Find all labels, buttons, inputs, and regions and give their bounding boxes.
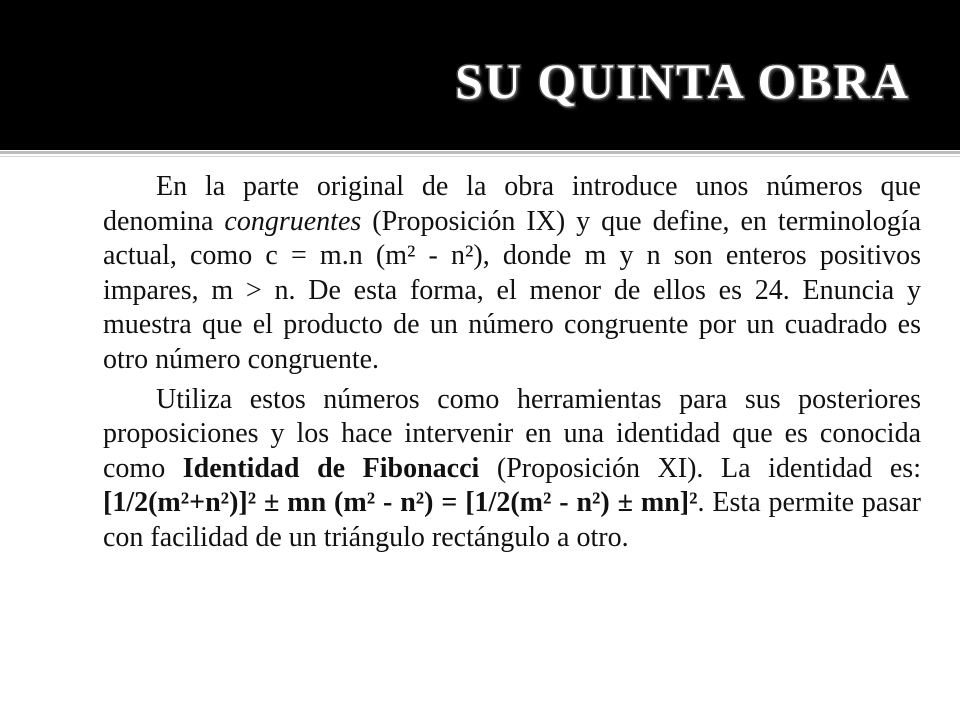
paragraph-text: (Proposición IX) y que define, en terminología actual, como c = m.n (m² - n²), donde m y n son enteros positivos impares, m > n. De esta forma, el menor de ellos es 24. Enuncia y muestra que el producto de un número congruente por un cuadrado es otro número congruente. — [103, 205, 921, 375]
paragraph-fibonacci-identity — [103, 383, 921, 556]
slide-title: SU QUINTA OBRA — [455, 53, 910, 109]
term-identidad-de-fibonacci: Identidad de Fibonacci — [182, 452, 480, 484]
paragraph-congruent-numbers — [103, 170, 921, 378]
paragraph-text: Utiliza estos números como herramientas para sus posteriores proposiciones y los hace intervenir en una identidad que es conocida como — [103, 383, 921, 484]
slide-body — [103, 170, 921, 561]
paragraph-text: . Esta permite pasar con facilidad de un triángulo rectángulo a otro. — [103, 487, 922, 553]
term-congruentes: congruentes — [224, 205, 362, 237]
header-divider — [0, 151, 960, 154]
paragraph-text: (Proposición XI). La identidad es: — [479, 452, 921, 484]
header-divider-thin — [0, 156, 960, 157]
identity-formula: [1/2(m²+n²)]² ± mn (m² - n²) = [1/2(m² - n²) ± mn]² — [103, 487, 698, 519]
paragraph-text: En la parte original de la obra introduce unos números que denomina — [103, 171, 921, 237]
